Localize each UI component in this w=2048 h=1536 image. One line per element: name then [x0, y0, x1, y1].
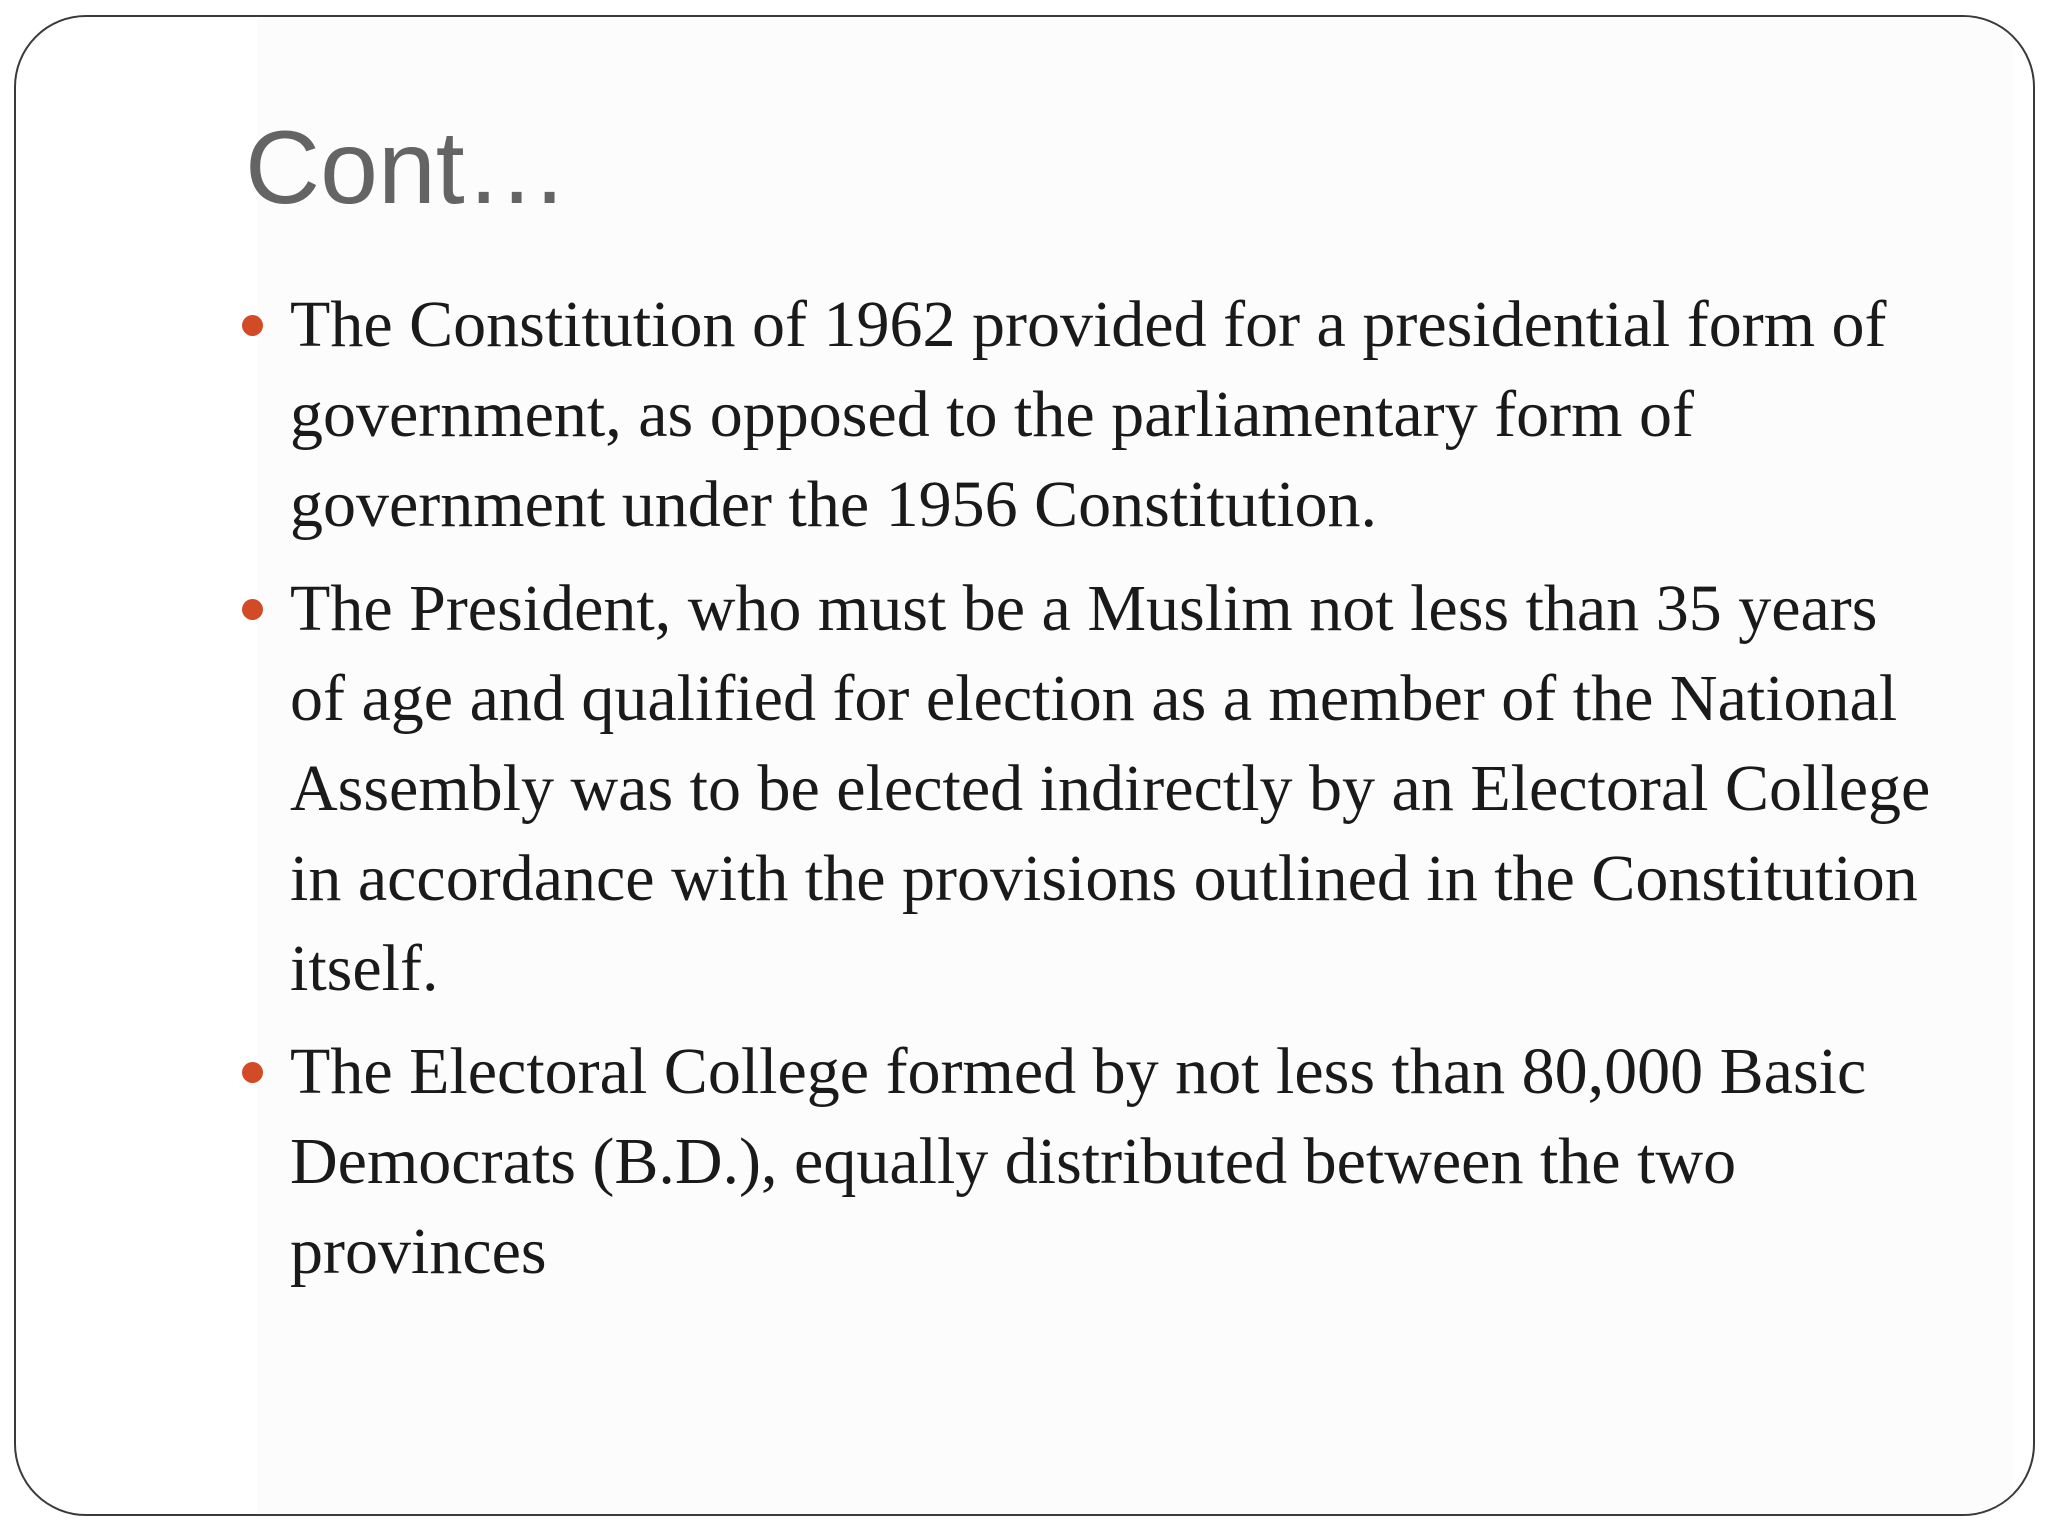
bullet-text: The Electoral College formed by not less than 80,000 Basic Democrats (B.D.), equally distributed between the two provinces: [290, 1035, 1867, 1288]
bullet-item: [290, 280, 1940, 550]
slide-title: Cont…: [245, 110, 569, 226]
bullet-dot-icon: [242, 1062, 263, 1083]
bullet-item: [290, 564, 1940, 1014]
bullet-item: [290, 1027, 1940, 1297]
slide: [14, 15, 2035, 1516]
bullet-dot-icon: [242, 599, 263, 620]
bullet-text: The President, who must be a Muslim not less than 35 years of age and qualified for election as a member of the National Assembly was to be elected indirectly by an Electoral College in accordance with the provisions outlined in the Constitution itself.: [290, 572, 1931, 1005]
bullet-dot-icon: [242, 315, 263, 336]
bullet-text: The Constitution of 1962 provided for a presidential form of government, as opposed to the parliamentary form of government under the 1956 Constitution.: [290, 288, 1887, 541]
